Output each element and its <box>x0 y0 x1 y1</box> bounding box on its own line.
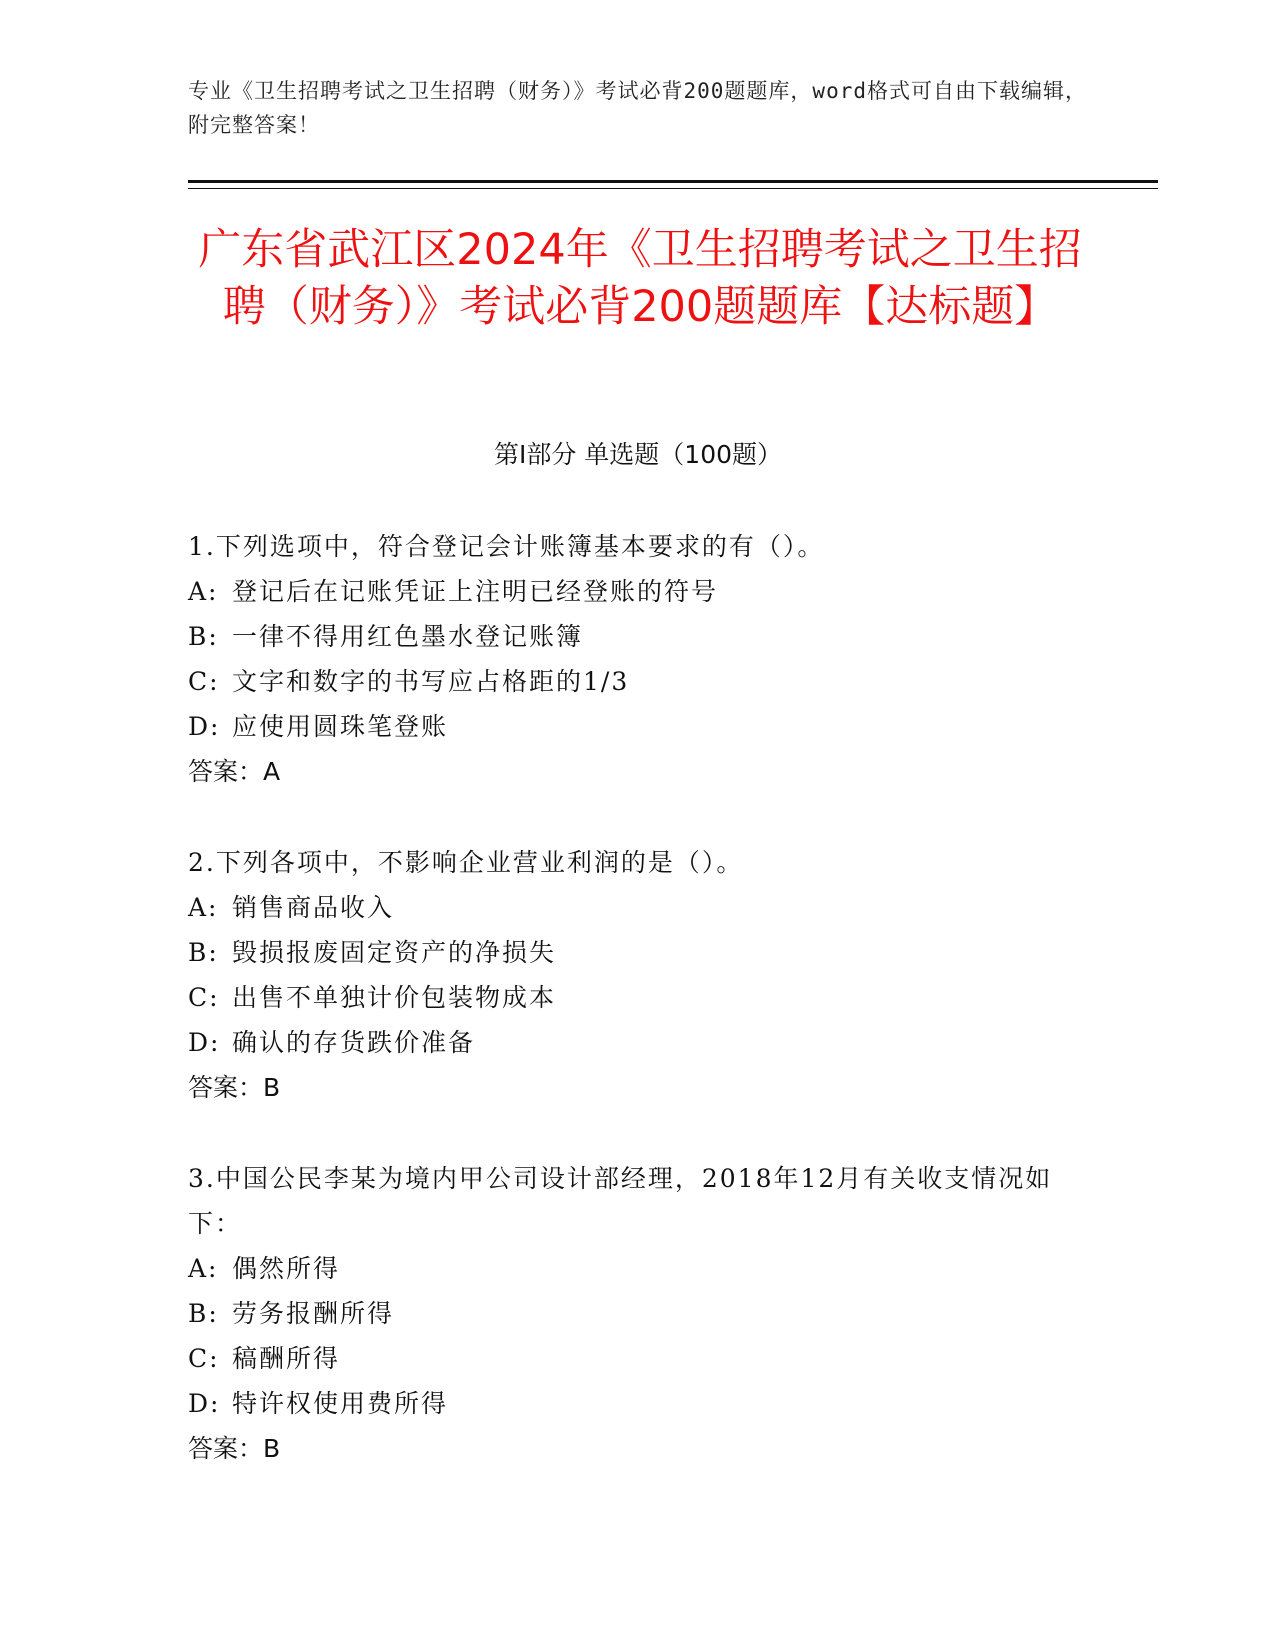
option-text: 劳务报酬所得 <box>232 1299 395 1328</box>
option-text: 毁损报废固定资产的净损失 <box>232 938 557 967</box>
option-c <box>188 1336 1088 1381</box>
option-key: D: <box>188 1028 221 1057</box>
option-key: C: <box>188 983 220 1012</box>
question-stem: 3.中国公民李某为境内甲公司设计部经理，2018年12月有关收支情况如下： <box>188 1164 1053 1238</box>
option-b <box>188 614 1088 659</box>
answer-line: 答案：A <box>188 757 281 786</box>
option-key: B: <box>188 938 219 967</box>
option-key: A: <box>188 893 219 922</box>
header-divider-thin <box>188 188 1158 189</box>
option-text: 登记后在记账凭证上注明已经登账的符号 <box>232 577 719 606</box>
section-heading: 第I部分 单选题（100题） <box>493 440 783 469</box>
question-stem: 2.下列各项中，不影响企业营业利润的是（）。 <box>188 848 744 877</box>
option-a <box>188 885 1088 930</box>
option-text: 应使用圆珠笔登账 <box>232 712 449 741</box>
header-divider-thick <box>188 180 1158 183</box>
option-d <box>188 704 1088 749</box>
option-text: 特许权使用费所得 <box>232 1389 449 1418</box>
option-text: 一律不得用红色墨水登记账簿 <box>232 622 584 651</box>
option-key: B: <box>188 1299 219 1328</box>
option-d <box>188 1020 1088 1065</box>
option-a <box>188 1246 1088 1291</box>
answer-line: 答案：B <box>188 1073 281 1102</box>
option-text: 销售商品收入 <box>232 893 395 922</box>
option-key: A: <box>188 1254 219 1283</box>
question-stem: 1.下列选项中，符合登记会计账簿基本要求的有（）。 <box>188 532 825 561</box>
option-d <box>188 1381 1088 1426</box>
option-key: B: <box>188 622 219 651</box>
document-title: 广东省武江区2024年《卫生招聘考试之卫生招聘（财务）》考试必背200题题库【达标题】 <box>198 225 1082 332</box>
option-text: 出售不单独计价包装物成本 <box>232 983 557 1012</box>
option-key: D: <box>188 712 221 741</box>
option-text: 稿酬所得 <box>232 1344 341 1373</box>
option-key: C: <box>188 1344 220 1373</box>
question-3 <box>188 1156 1088 1471</box>
question-1 <box>188 524 1088 794</box>
option-key: D: <box>188 1389 221 1418</box>
answer-line: 答案：B <box>188 1434 281 1463</box>
option-text: 文字和数字的书写应占格距的1/3 <box>232 667 630 696</box>
option-c <box>188 659 1088 704</box>
option-text: 偶然所得 <box>232 1254 341 1283</box>
option-key: C: <box>188 667 220 696</box>
header-note: 专业《卫生招聘考试之卫生招聘（财务）》考试必背200题题库，word格式可自由下载编辑，附完整答案！ <box>188 79 1087 137</box>
option-a <box>188 569 1088 614</box>
option-b <box>188 1291 1088 1336</box>
option-text: 确认的存货跌价准备 <box>232 1028 476 1057</box>
option-c <box>188 975 1088 1020</box>
option-key: A: <box>188 577 219 606</box>
question-2 <box>188 840 1088 1110</box>
option-b <box>188 930 1088 975</box>
